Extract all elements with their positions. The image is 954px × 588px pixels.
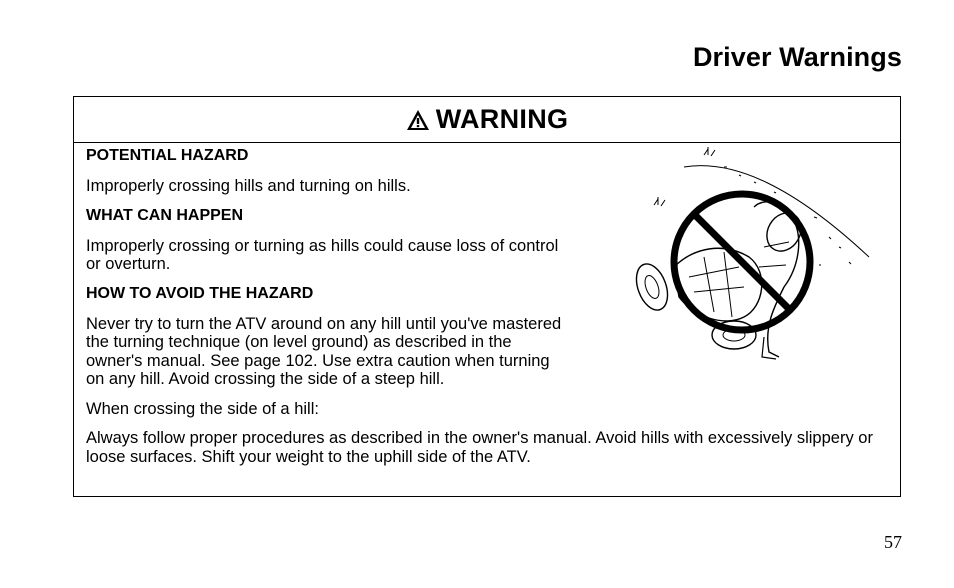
page-number: 57 <box>884 532 902 552</box>
section-title: Driver Warnings <box>692 42 902 72</box>
warning-header <box>74 97 900 143</box>
potential-hazard-heading: POTENTIAL HAZARD <box>86 147 249 164</box>
how-to-avoid-text: Never try to turn the ATV around on any hill until you've mastered the turning technique (on level ground) as described in the owner's manual. See page 102. Use extra caution when turning on any hill. Avoid crossing the side of a steep hill. <box>86 314 562 388</box>
how-to-avoid-heading: HOW TO AVOID THE HAZARD <box>86 284 314 302</box>
what-can-happen-heading: WHAT CAN HAPPEN <box>86 206 244 224</box>
procedures-text: Always follow proper procedures as described in the owner's manual. Avoid hills with excessively slippery or loose surfaces. Shift your weight to the uphill side of the ATV. <box>86 429 873 466</box>
crossing-side-text: When crossing the side of a hill: <box>86 399 319 418</box>
what-can-happen-text: Improperly crossing or turning as hills could cause loss of control or overturn. <box>86 236 559 273</box>
warning-box <box>73 96 901 497</box>
warning-title: WARNING <box>435 104 569 134</box>
prohibited-atv-overturn-illustration <box>614 147 874 372</box>
warning-triangle-icon <box>406 109 430 131</box>
potential-hazard-text: Improperly crossing hills and turning on hills. <box>86 177 411 195</box>
